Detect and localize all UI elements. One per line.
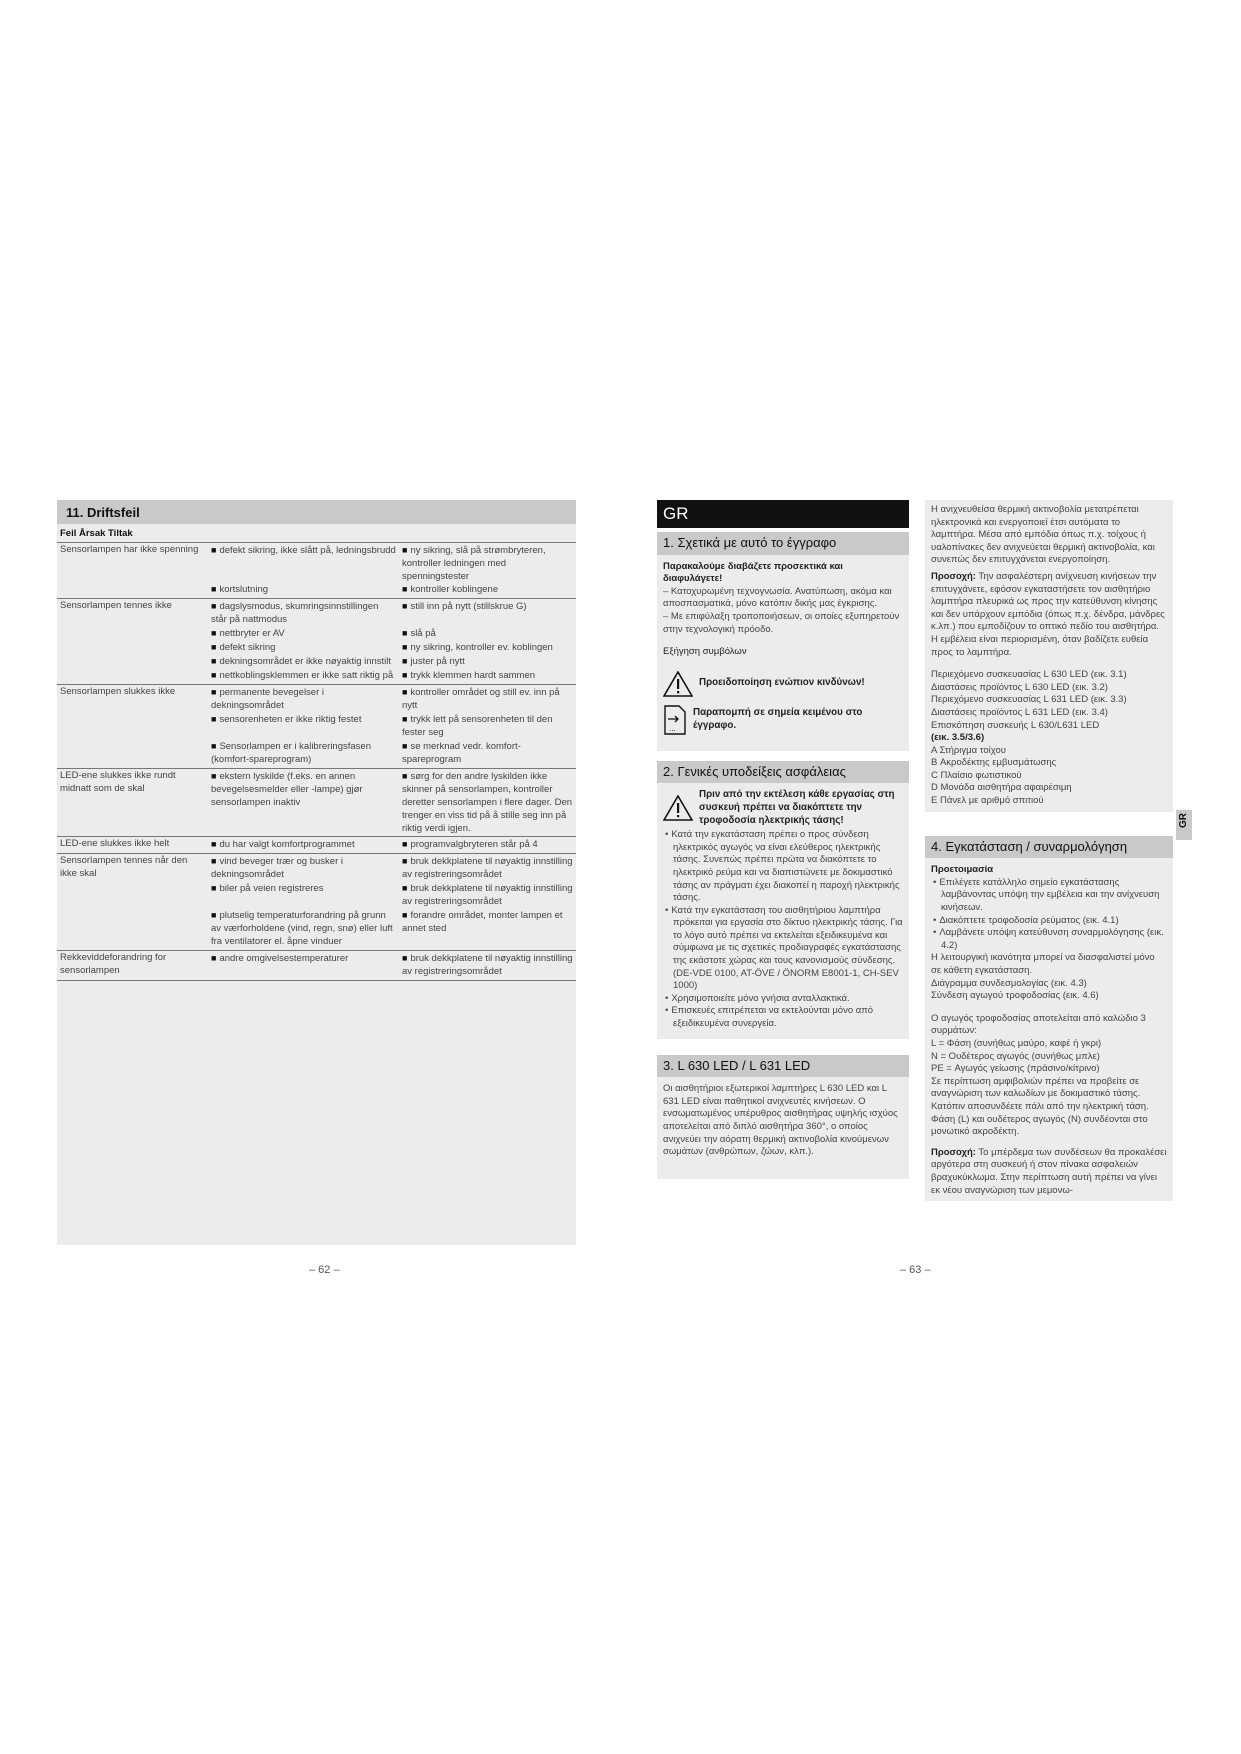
remedy-item: ■ still inn på nytt (stillskrue G) bbox=[402, 600, 573, 627]
remedy-item: ■ trykk klemmen hardt sammen bbox=[402, 669, 573, 683]
section-1-p1: – Κατοχυρωμένη τεχνογνωσία. Ανατύπωση, ακόμα και αποσπασματικά, μόνο κατόπιν δικής μας έγκρισης. bbox=[663, 585, 892, 610]
section-3 bbox=[657, 1055, 909, 1179]
cause-cell bbox=[208, 543, 399, 599]
reference-symbol-row bbox=[663, 705, 903, 735]
fault-cell: Sensorlampen har ikke spenning bbox=[60, 544, 199, 555]
section-4-title: 4. Εγκατάσταση / συναρμολόγηση bbox=[925, 836, 1173, 859]
legend-b: B Ακροδέκτης εμβυσμάτωσης bbox=[931, 757, 1057, 769]
section-4-p3: Σύνδεση αγωγού τροφοδοσίας (εικ. 4.6) bbox=[931, 990, 1099, 1002]
reference-symbol-text: Παραπομπή σε σημεία κειμένου στο έγγραφο. bbox=[693, 707, 863, 731]
table-headers: Feil Årsak Tiltak bbox=[60, 528, 133, 539]
wire-l: L = Φάση (συνήθως μαύρο, καφέ ή γκρι) bbox=[931, 1037, 1102, 1049]
remedy-item: ■ juster på nytt bbox=[402, 655, 573, 669]
section-1-p2: – Με επιφύλαξη τροποποιήσεων, οι οποίες εξυπηρετούν στην τεχνολογική πρόοδο. bbox=[663, 610, 900, 635]
fault-row bbox=[57, 854, 576, 950]
remedy-item: ■ programvalgbryteren står på 4 bbox=[402, 838, 573, 852]
cause-item: ■ kortslutning bbox=[211, 583, 396, 597]
remedy-item: ■ ny sikring, slå på strømbryteren, kontroller ledningen med spenningstester bbox=[402, 544, 573, 583]
section-4-caution: Προσοχή: Το μπέρδεμα των συνδέσεων θα προκαλέσει αργότερα στη συσκευή ή στον πίνακα ασφαλειών βραχυκύκλωμα. Στην περίπτωση αυτή πρέπει να γίνει εκ νέου αναγνώριση των μεμονω- bbox=[931, 1146, 1167, 1196]
section-1 bbox=[657, 532, 909, 751]
legend-e: E Πάνελ με αριθμό σπιτιού bbox=[931, 795, 1044, 807]
fault-cell: Sensorlampen tennes ikke bbox=[60, 600, 172, 612]
section-2-bullet-3: • Χρησιμοποιείτε μόνο γνήσια ανταλλακτικά. bbox=[663, 993, 903, 1006]
document-reference-icon bbox=[663, 705, 687, 735]
wire-n: N = Ουδέτερος αγωγός (συνήθως μπλε) bbox=[931, 1050, 1100, 1062]
page-number-right: – 63 – bbox=[900, 1264, 931, 1276]
cause-cell bbox=[208, 599, 399, 685]
fault-cell: Rekkeviddeforandring for sensorlampen bbox=[60, 951, 167, 976]
remedy-cell bbox=[399, 769, 576, 837]
remedy-item: ■ bruk dekkplatene til nøyaktig innstilling av registreringsområdet bbox=[402, 855, 573, 882]
col3-c3: Περιεχόμενο συσκευασίας L 631 LED (εικ. 3.3) bbox=[931, 694, 1127, 706]
svg-text:...: ... bbox=[669, 723, 676, 733]
legend-c: C Πλαίσιο φωτιστικού bbox=[931, 769, 1022, 781]
section-3-continued bbox=[925, 500, 1173, 812]
cause-item: ■ permanente bevegelser i dekningsområdet bbox=[211, 686, 396, 713]
section-3-text: Οι αισθητήριοι εξωτερικοί λαμπτήρες L 630 LED και L 631 LED είναι παθητικοί ανιχνευτές κινήσεων. Ο ενσωματωμένος υπέρυθρος αισθητήρας υψηλής ισχύος αποτελείται από διπλό αισθητήρα 360°, ο οποίος ανιχνεύει την αόρατη θερμική ακτινοβολία κινούμενων σωμάτων (ανθρώπων, ζώων, κλπ.). bbox=[663, 1083, 898, 1158]
fault-row bbox=[57, 599, 576, 685]
remedy-cell bbox=[399, 854, 576, 950]
fault-cell: LED-ene slukkes ikke helt bbox=[60, 838, 170, 850]
cause-cell bbox=[208, 837, 399, 854]
cause-item: ■ biler på veien registreres bbox=[211, 882, 396, 909]
section-11-header bbox=[57, 500, 576, 524]
symbols-heading: Εξήγηση συμβόλων bbox=[663, 646, 747, 658]
cause-cell bbox=[208, 950, 399, 980]
section-2-warning bbox=[663, 789, 903, 827]
cause-item: ■ ekstern lyskilde (f.eks. en annen bevegelsesmelder eller -lampe) gjør sensorlampen inaktiv bbox=[211, 770, 396, 835]
cause-cell bbox=[208, 854, 399, 950]
col3-c4: Διαστάσεις προϊόντος L 631 LED (εικ. 3.4) bbox=[931, 706, 1108, 718]
warning-icon bbox=[663, 671, 693, 697]
fault-cell: LED-ene slukkes ikke rundt midnatt som de skal bbox=[60, 770, 176, 795]
section-4-bullet-3: • Λαμβάνετε υπόψη κατεύθυνση συναρμολόγησης (εικ. 4.2) bbox=[931, 927, 1167, 952]
warning-icon bbox=[663, 795, 693, 821]
remedy-item: ■ ny sikring, kontroller ev. koblingen bbox=[402, 641, 573, 655]
remedy-cell bbox=[399, 543, 576, 599]
cause-item: ■ dekningsområdet er ikke nøyaktig innstilt bbox=[211, 655, 396, 669]
col3-caution: Προσοχή: Την ασφαλέστερη ανίχνευση κινήσεων την επιτυγχάνετε, εφόσον εγκαταστήσετε τον αισθητήριο λαμπτήρα πλευρικά ως προς την κατεύθυνση κίνησης και δεν υπάρχουν εμπόδια (όπως π.χ. δένδρα, μάνδρες κ.λπ.) που εμποδίζουν το οπτικό πεδίο του αισθητήρα. Η εμβέλεια είναι περιορισμένη, όταν βαδίζετε ευθεία προς το λαμπτήρα. bbox=[931, 570, 1165, 658]
col3-c2: Διαστάσεις προϊόντος L 630 LED (εικ. 3.2) bbox=[931, 681, 1108, 693]
cause-item: ■ vind beveger trær og busker i dekningsområdet bbox=[211, 855, 396, 882]
fault-cell: Sensorlampen tennes når den ikke skal bbox=[60, 855, 188, 880]
remedy-item: ■ slå på bbox=[402, 627, 573, 641]
cause-item: ■ dagslysmodus, skumringsinnstillingen står på nattmodus bbox=[211, 600, 396, 627]
cause-item: ■ defekt sikring, ikke slått på, ledningsbrudd bbox=[211, 544, 396, 583]
cause-cell bbox=[208, 769, 399, 837]
cause-item: ■ nettkoblingsklemmen er ikke satt riktig på bbox=[211, 669, 396, 683]
section-4-p4: Ο αγωγός τροφοδοσίας αποτελείται από καλώδιο 3 συρμάτων: bbox=[931, 1012, 1146, 1037]
section-2-warning-text: Πριν από την εκτέλεση κάθε εργασίας στη συσκευή πρέπει να διακόπτετε την τροφοδοσία ηλεκτρικής τάσης! bbox=[699, 789, 895, 826]
section-4-p1: Η λειτουργική ικανότητα μπορεί να διασφαλιστεί μόνο σε κάθετη εγκατάσταση. bbox=[931, 952, 1155, 976]
cause-item: ■ Sensorlampen er i kalibreringsfasen (komfort-spareprogram) bbox=[211, 740, 396, 767]
warning-symbol-row bbox=[663, 671, 903, 697]
fault-cell: Sensorlampen slukkes ikke bbox=[60, 686, 176, 698]
section-4 bbox=[925, 836, 1173, 1201]
left-page bbox=[57, 500, 576, 1245]
col3-p1: Η ανιχνευθείσα θερμική ακτινοβολία μετατρέπεται ηλεκτρονικά και ενεργοποιεί έτσι αυτόματα το λαμπτήρα. Μέσα από εμπόδια όπως π.χ. τοίχους ή υαλοπίνακες δεν ανιχνεύεται θερμική ακτινοβολία, και συνεπώς δεν επιτυγχάνεται ενεργοποίηση. bbox=[931, 504, 1155, 566]
section-2 bbox=[657, 761, 909, 1039]
section-2-bullet-2: • Κατά την εγκατάσταση του αισθητήριου λαμπτήρα πρόκειται για εργασία στο δίκτυο ηλεκτρικής τάσης. Για το λόγο αυτό πρέπει να εκτελείται εξειδικευμένα και σύμφωνα με τις σχετικές προδιαγραφές εγκατάστασης της εκάστοτε χώρας και τους κανονισμούς σύνδεσης. (DE-VDE 0100, AT-ÖVE / ÖNORM E8001-1, CH-SEV 1000) bbox=[663, 905, 903, 993]
remedy-item: ■ bruk dekkplatene til nøyaktig innstilling av registreringsområdet bbox=[402, 952, 573, 979]
wire-pe: PE = Αγωγός γείωσης (πράσινο/κίτρινο) bbox=[931, 1063, 1100, 1075]
section-4-p5: Σε περίπτωση αμφιβολιών πρέπει να προβείτε σε αναγνώριση των καλωδίων με δοκιμαστικό τάσης. Κατόπιν αποσυνδέετε πάλι από την ηλεκτρική τάση. Φάση (L) και ουδέτερος αγωγός (N) συνδέονται στο μονωτικό ακροδέκτη. bbox=[931, 1075, 1149, 1138]
remedy-item: ■ sørg for den andre lyskilden ikke skinner på sensorlampen, kontroller deretter sensorlampen i flere dager. Den trenger en viss tid på å stille seg inn på riktig verdi igjen. bbox=[402, 770, 573, 835]
section-4-bullet-1: • Επιλέγετε κατάλληλο σημείο εγκατάστασης λαμβάνοντας υπόψη την εμβέλεια και την ανίχνευση κινήσεων. bbox=[931, 877, 1167, 915]
cause-item: ■ nettbryter er AV bbox=[211, 627, 396, 641]
fault-row bbox=[57, 685, 576, 769]
fault-row bbox=[57, 543, 576, 599]
remedy-cell bbox=[399, 950, 576, 980]
right-page-column-1 bbox=[657, 500, 909, 1179]
section-2-bullet-1: • Κατά την εγκατάσταση πρέπει ο προς σύνδεση ηλεκτρικός αγωγός να είναι ελεύθερος ηλεκτρικής τάσης. Συνεπώς πρέπει πρώτα να διακόπτετε το ηλεκτρικό ρεύμα και να διαπιστώνετε με δοκιμαστικό τάσης αν πράγματι έχει διακοπεί η παροχή ηλεκτρικής τάσης. bbox=[663, 829, 903, 905]
section-4-bullet-2: • Διακόπτετε τροφοδοσία ρεύματος (εικ. 4.1) bbox=[931, 915, 1167, 928]
remedy-item: ■ kontroller koblingene bbox=[402, 583, 573, 597]
remedy-cell bbox=[399, 837, 576, 854]
col3-c1: Περιεχόμενο συσκευασίας L 630 LED (εικ. 3.1) bbox=[931, 669, 1127, 681]
fault-table bbox=[57, 543, 576, 981]
col3-c5: Επισκόπηση συσκευής L 630/L631 LED bbox=[931, 719, 1100, 731]
remedy-item: ■ forandre området, monter lampen et annet sted bbox=[402, 909, 573, 948]
section-1-lead: Παρακαλούμε διαβάζετε προσεκτικά και διαφυλάγετε! bbox=[663, 560, 843, 585]
fault-row bbox=[57, 950, 576, 980]
warning-symbol-text: Προειδοποίηση ενώπιον κινδύνων! bbox=[699, 677, 865, 689]
cause-cell bbox=[208, 685, 399, 769]
section-3-title: 3. L 630 LED / L 631 LED bbox=[657, 1055, 909, 1078]
section-11-title: 11. Driftsfeil bbox=[66, 505, 140, 520]
cause-item: ■ du har valgt komfortprogrammet bbox=[211, 838, 396, 852]
cause-item: ■ plutselig temperaturforandring på grunn av værforholdene (vind, regn, snø) eller luft fra ventilatorer el. åpne vinduer bbox=[211, 909, 396, 948]
remedy-cell bbox=[399, 599, 576, 685]
section-4-p2: Διάγραμμα συνδεσμολογίας (εικ. 4.3) bbox=[931, 977, 1087, 989]
legend-d: D Μονάδα αισθητήρα αφαιρέσιμη bbox=[931, 782, 1072, 794]
side-language-tab: GR bbox=[1176, 810, 1192, 840]
cause-item: ■ sensorenheten er ikke riktig festet bbox=[211, 713, 396, 740]
col3-c6: (εικ. 3.5/3.6) bbox=[931, 732, 985, 744]
page-number-left: – 62 – bbox=[309, 1264, 340, 1276]
cause-item: ■ defekt sikring bbox=[211, 641, 396, 655]
section-2-title: 2. Γενικές υποδείξεις ασφάλειας bbox=[657, 761, 909, 784]
language-tab: GR bbox=[657, 500, 909, 528]
section-1-title: 1. Σχετικά με αυτό το έγγραφο bbox=[657, 532, 909, 555]
fault-row bbox=[57, 837, 576, 854]
section-2-bullet-4: • Επισκευές επιτρέπεται να εκτελούνται μόνο από εξειδικευμένα συνεργεία. bbox=[663, 1005, 903, 1030]
section-4-prep: Προετοιμασία bbox=[931, 864, 994, 876]
remedy-cell bbox=[399, 685, 576, 769]
right-page-column-2 bbox=[925, 500, 1173, 1201]
remedy-item: ■ trykk lett på sensorenheten til den fester seg bbox=[402, 713, 573, 740]
fault-row bbox=[57, 769, 576, 837]
remedy-item: ■ kontroller området og still ev. inn på nytt bbox=[402, 686, 573, 713]
legend-a: A Στήριγμα τοίχου bbox=[931, 744, 1006, 756]
remedy-item: ■ bruk dekkplatene til nøyaktig innstilling av registreringsområdet bbox=[402, 882, 573, 909]
remedy-item: ■ se merknad vedr. komfort-spareprogram bbox=[402, 740, 573, 767]
cause-item: ■ andre omgivelsestemperaturer bbox=[211, 952, 396, 979]
